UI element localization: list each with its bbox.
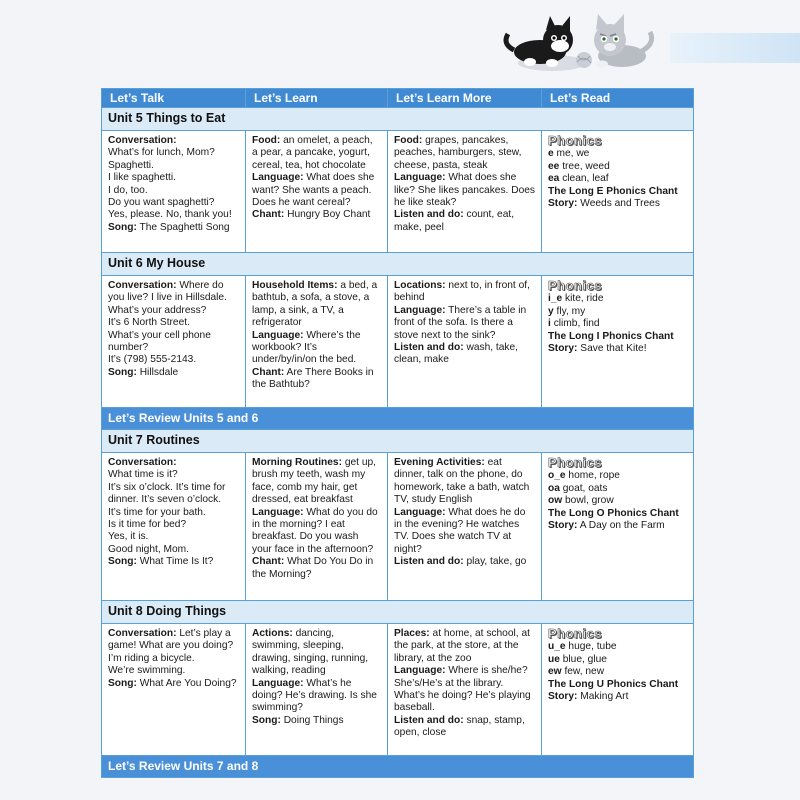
- phonics-pattern: u_e: [548, 641, 566, 653]
- topic-text: grapes, pancakes, peaches, hamburgers, stew, cheese, pasta, steak: [394, 135, 522, 171]
- topic-text: get up, brush my teeth, wash my face, comb my hair, get dressed, eat breakfast: [252, 457, 376, 506]
- talk-line: What time is it?: [108, 469, 178, 481]
- listen-text: play, take, go: [466, 556, 527, 568]
- phonics-pattern: oa: [548, 482, 560, 494]
- topic-label: Places:: [394, 628, 430, 639]
- phonics-heading: Phonics: [548, 455, 603, 470]
- phonics-pattern: ue: [548, 653, 560, 665]
- story-label: Story:: [548, 198, 578, 210]
- listen-text: snap, stamp, open, close: [394, 714, 525, 739]
- listen-text: count, eat, make, peel: [394, 209, 515, 233]
- talk-line: Where do you live? I live in Hillsdale.: [108, 280, 227, 304]
- col-header-learn-more: Let’s Learn More: [388, 89, 542, 108]
- topic-text: dancing, swimming, sleeping, drawing, singing, running, walking, reading: [252, 628, 369, 677]
- learn-cell: [246, 624, 388, 756]
- col-header-read: Let’s Read: [542, 89, 694, 108]
- learn-more-cell: [388, 131, 542, 253]
- talk-line: What’s your cell phone number?: [108, 329, 211, 354]
- story-label: Story:: [548, 691, 578, 703]
- language-label: Language:: [252, 172, 304, 184]
- talk-cell: [102, 276, 246, 408]
- phonics-chant: The Long U Phonics Chant: [548, 678, 679, 690]
- col-header-talk: Let’s Talk: [102, 89, 246, 108]
- learn-more-cell: [388, 624, 542, 756]
- talk-line: Yes, it is.: [108, 531, 149, 543]
- phonics-words: fly, my: [556, 305, 586, 317]
- phonics-pattern: o_e: [548, 470, 566, 482]
- talk-line: Spaghetti.: [108, 159, 154, 171]
- conversation-label: Conversation:: [108, 280, 177, 291]
- phonics-words: climb, find: [553, 318, 600, 330]
- phonics-words: bowl, grow: [565, 495, 614, 507]
- phonics-pattern: i_e: [548, 293, 563, 305]
- review-bar: Let’s Review Units 7 and 8: [102, 756, 694, 778]
- learn-more-cell: [388, 276, 542, 408]
- phonics-pattern: ow: [548, 495, 563, 507]
- phonics-chant: The Long E Phonics Chant: [548, 185, 678, 197]
- page-edge-tab: [670, 33, 800, 63]
- phonics-heading: Phonics: [548, 133, 603, 148]
- col-header-learn: Let’s Learn: [246, 89, 388, 108]
- conversation-label: Conversation:: [108, 457, 177, 468]
- kittens-illustration: [500, 8, 670, 78]
- song-title: The Spaghetti Song: [139, 221, 230, 233]
- phonics-words: few, new: [564, 666, 605, 678]
- topic-label: Actions:: [252, 628, 293, 639]
- language-label: Language:: [252, 506, 304, 518]
- learn-cell: [246, 131, 388, 253]
- song-label: Song:: [252, 714, 281, 726]
- topic-label: Household Items:: [252, 280, 338, 291]
- talk-cell: [102, 131, 246, 253]
- unit-title: Unit 8 Doing Things: [102, 601, 694, 624]
- topic-text: at home, at school, at the park, at the store, at the library, at the zoo: [394, 628, 530, 664]
- phonics-pattern: ea: [548, 173, 560, 185]
- phonics-heading: Phonics: [548, 278, 603, 293]
- song-title: Doing Things: [283, 714, 344, 726]
- talk-line: Let’s play a game! What are you doing?: [108, 628, 234, 652]
- phonics-words: clean, leaf: [562, 173, 609, 185]
- phonics-words: tree, weed: [562, 160, 610, 172]
- phonics-words: home, rope: [568, 470, 620, 482]
- unit-title: Unit 5 Things to Eat: [102, 108, 694, 131]
- chant-label: Chant:: [252, 556, 285, 568]
- topic-label: Food:: [394, 135, 423, 146]
- topic-text: eat dinner, talk on the phone, do homework, take a bath, watch TV, study English: [394, 457, 530, 506]
- talk-line: We’re swimming.: [108, 665, 186, 677]
- column-header-row: [102, 89, 694, 108]
- talk-line: Yes, please. No, thank you!: [108, 209, 232, 221]
- language-text: There’s a table in front of the sofa. Is there a stove next to the sink?: [394, 304, 527, 341]
- listen-label: Listen and do:: [394, 714, 464, 726]
- topic-text: next to, in front of, behind: [394, 280, 530, 304]
- song-label: Song:: [108, 221, 137, 233]
- chant-text: Hungry Boy Chant: [287, 209, 371, 221]
- story-label: Story:: [548, 520, 578, 532]
- language-text: Where’s the workbook? It’s under/by/in/on the bed.: [252, 329, 361, 366]
- chant-text: What Do You Do in the Morning?: [252, 556, 374, 580]
- listen-label: Listen and do:: [394, 556, 464, 568]
- story-title: A Day on the Farm: [579, 520, 665, 532]
- song-label: Song:: [108, 366, 137, 378]
- phonics-pattern: ee: [548, 160, 560, 172]
- unit-title: Unit 6 My House: [102, 253, 694, 276]
- unit-row: [102, 276, 694, 408]
- gray-kitten: [594, 14, 652, 68]
- read-cell: [542, 624, 694, 756]
- song-title: What Time Is It?: [139, 556, 214, 568]
- talk-line: Do you want spaghetti?: [108, 197, 215, 209]
- read-cell: [542, 453, 694, 601]
- read-cell: [542, 131, 694, 253]
- listen-label: Listen and do:: [394, 342, 464, 354]
- phonics-chant: The Long I Phonics Chant: [548, 330, 674, 342]
- language-label: Language:: [394, 304, 446, 316]
- language-text: Where is she/he? She’s/He’s at the library. What’s he doing? He’s playing baseball.: [394, 665, 531, 714]
- talk-line: It’s (798) 555-2143.: [108, 354, 197, 366]
- language-label: Language:: [394, 506, 446, 518]
- topic-label: Locations:: [394, 280, 446, 291]
- language-text: What does she want? She wants a peach. Does he want cereal?: [252, 172, 375, 209]
- language-text: What do you do in the morning? I eat breakfast. Do you wash your face in the afternoon?: [252, 506, 378, 555]
- phonics-words: goat, oats: [562, 482, 608, 494]
- unit-row: [102, 131, 694, 253]
- language-text: What does she like? She likes pancakes. Does he like steak?: [394, 172, 536, 209]
- song-label: Song:: [108, 677, 137, 689]
- topic-text: an omelet, a peach, a pear, a pancake, yogurt, cereal, tea, hot chocolate: [252, 135, 373, 171]
- story-title: Save that Kite!: [580, 343, 647, 355]
- learn-cell: [246, 453, 388, 601]
- topic-text: a bed, a bathtub, a sofa, a stove, a lamp, a sink, a TV, a refrigerator: [252, 280, 378, 329]
- talk-line: Is it time for bed?: [108, 519, 187, 531]
- language-text: What’s he doing? He’s drawing. Is she swimming?: [252, 677, 377, 714]
- topic-label: Morning Routines:: [252, 457, 342, 468]
- phonics-heading: Phonics: [548, 626, 603, 641]
- learn-more-cell: [388, 453, 542, 601]
- song-title: Hillsdale: [139, 366, 179, 378]
- topic-label: Food:: [252, 135, 281, 146]
- phonics-pattern: i: [548, 318, 551, 330]
- talk-line: What’s for lunch, Mom?: [108, 147, 215, 159]
- scope-and-sequence-table: [101, 88, 694, 778]
- unit-row: [102, 453, 694, 601]
- yarn-ball-icon: [576, 52, 592, 68]
- language-label: Language:: [394, 665, 446, 677]
- phonics-chant: The Long O Phonics Chant: [548, 507, 679, 519]
- song-title: What Are You Doing?: [139, 677, 237, 689]
- talk-line: I do, too.: [108, 184, 148, 196]
- talk-line: It’s time for your bath.: [108, 506, 206, 518]
- story-label: Story:: [548, 343, 578, 355]
- talk-line: It’s six o’clock. It’s time for dinner. It’s seven o’clock.: [108, 481, 226, 506]
- language-label: Language:: [252, 677, 304, 689]
- language-text: What does he do in the evening? He watches TV. Does she watch TV at night?: [394, 506, 526, 555]
- phonics-words: huge, tube: [568, 641, 617, 653]
- song-label: Song:: [108, 556, 137, 568]
- learn-cell: [246, 276, 388, 408]
- story-title: Making Art: [580, 691, 629, 703]
- language-label: Language:: [394, 172, 446, 184]
- talk-line: I’m riding a bicycle.: [108, 652, 195, 664]
- listen-label: Listen and do:: [394, 209, 464, 221]
- phonics-words: blue, glue: [562, 653, 607, 665]
- chant-label: Chant:: [252, 366, 285, 378]
- talk-line: It’s 6 North Street.: [108, 317, 190, 329]
- chant-label: Chant:: [252, 209, 285, 221]
- talk-cell: [102, 624, 246, 756]
- story-title: Weeds and Trees: [580, 198, 660, 210]
- unit-title: Unit 7 Routines: [102, 430, 694, 453]
- unit-row: [102, 624, 694, 756]
- talk-line: What’s your address?: [108, 304, 207, 316]
- listen-text: wash, take, clean, make: [394, 342, 518, 366]
- conversation-label: Conversation:: [108, 135, 177, 146]
- phonics-pattern: y: [548, 305, 554, 317]
- phonics-words: me, we: [556, 148, 590, 160]
- phonics-pattern: e: [548, 148, 554, 160]
- conversation-label: Conversation:: [108, 628, 177, 639]
- phonics-words: kite, ride: [565, 293, 604, 305]
- phonics-pattern: ew: [548, 666, 562, 678]
- chant-text: Are There Books in the Bathtub?: [252, 366, 374, 391]
- language-label: Language:: [252, 329, 304, 341]
- talk-cell: [102, 453, 246, 601]
- talk-line: Good night, Mom.: [108, 543, 189, 555]
- talk-line: I like spaghetti.: [108, 172, 176, 184]
- review-bar: Let’s Review Units 5 and 6: [102, 408, 694, 430]
- read-cell: [542, 276, 694, 408]
- topic-label: Evening Activities:: [394, 457, 485, 468]
